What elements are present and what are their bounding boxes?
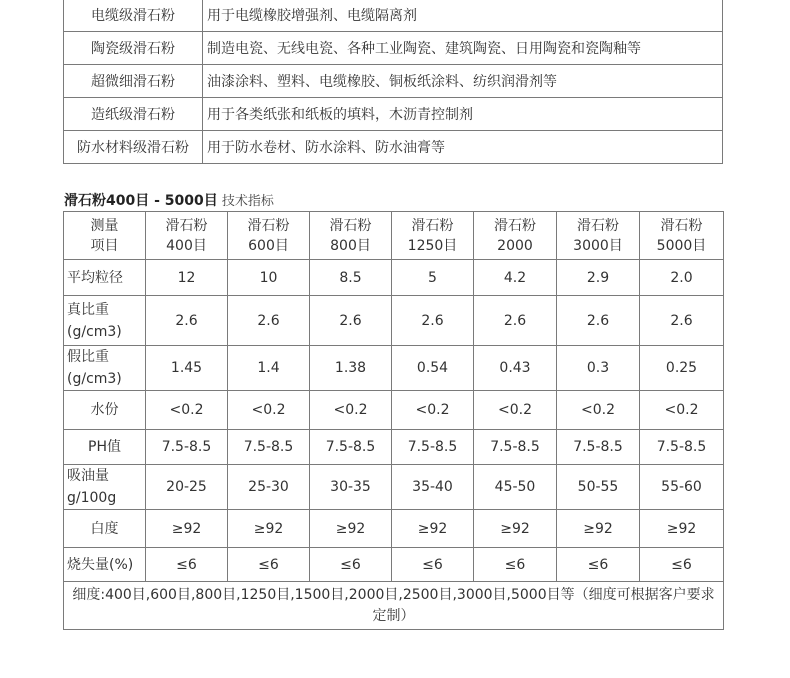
spec-value: 10: [228, 260, 310, 296]
spec-value: 7.5-8.5: [557, 430, 640, 465]
row-label: [64, 510, 146, 548]
spec-value: ≥92: [392, 510, 474, 548]
spec-value: ≤6: [228, 548, 310, 582]
spec-value: 30-35: [310, 465, 392, 510]
spec-value: <0.2: [474, 391, 557, 430]
spec-value: 1.45: [146, 346, 228, 391]
spec-value: <0.2: [146, 391, 228, 430]
header-label-line: 项目: [90, 237, 119, 254]
spec-value: 2.6: [640, 296, 724, 346]
column-header: [146, 212, 228, 260]
uses-row: [64, 98, 723, 131]
column-header-line: 滑石粉: [329, 217, 372, 234]
spec-value: 2.6: [392, 296, 474, 346]
row-label-line: 烧失量(%): [67, 556, 134, 573]
grade-use: 油漆涂料、塑料、电缆橡胶、铜板纸涂料、纺织润滑剂等: [203, 65, 723, 98]
spec-value: 2.6: [310, 296, 392, 346]
note-row: [64, 582, 724, 630]
spec-title: [64, 190, 274, 210]
column-header: [474, 212, 557, 260]
column-header-line: 600目: [248, 237, 289, 254]
spec-value: ≥92: [474, 510, 557, 548]
spec-value: ≤6: [392, 548, 474, 582]
spec-value: 0.3: [557, 346, 640, 391]
spec-value: <0.2: [392, 391, 474, 430]
row-label-line: 假比重: [67, 349, 109, 365]
spec-row: [64, 465, 724, 510]
uses-row: [64, 32, 723, 65]
spec-value: 45-50: [474, 465, 557, 510]
spec-row: [64, 430, 724, 465]
spec-value: 2.6: [146, 296, 228, 346]
row-label: [64, 465, 146, 510]
column-header-line: 400目: [166, 237, 207, 254]
spec-value: 50-55: [557, 465, 640, 510]
column-header-line: 5000目: [656, 237, 707, 254]
spec-value: 0.43: [474, 346, 557, 391]
row-label-line: 吸油量: [67, 468, 109, 484]
spec-row: [64, 260, 724, 296]
fineness-note: 细度:400目,600目,800目,1250目,1500目,2000目,2500目,3000目,5000目等（细度可根据客户要求定制）: [64, 582, 724, 630]
row-label-line: (g/cm3): [67, 323, 122, 340]
grade-use: 用于电缆橡胶增强剂、电缆隔离剂: [203, 0, 723, 32]
spec-row: [64, 548, 724, 582]
spec-value: 0.54: [392, 346, 474, 391]
spec-value: 7.5-8.5: [640, 430, 724, 465]
column-header: [310, 212, 392, 260]
column-header-line: 滑石粉: [577, 217, 619, 234]
column-header: [557, 212, 640, 260]
spec-value: 0.25: [640, 346, 724, 391]
spec-table-body: [64, 212, 724, 630]
column-header-line: 滑石粉: [247, 217, 290, 234]
spec-value: ≥92: [310, 510, 392, 548]
spec-value: <0.2: [310, 391, 392, 430]
spec-value: 7.5-8.5: [392, 430, 474, 465]
spec-value: 2.6: [557, 296, 640, 346]
spec-value: ≤6: [557, 548, 640, 582]
spec-value: ≥92: [228, 510, 310, 548]
spec-value: <0.2: [557, 391, 640, 430]
column-header-line: 3000目: [573, 237, 623, 254]
spec-value: ≥92: [146, 510, 228, 548]
column-header-line: 1250目: [407, 237, 458, 254]
spec-value: 2.0: [640, 260, 724, 296]
spec-row: [64, 296, 724, 346]
spec-value: 5: [392, 260, 474, 296]
grade-name: 电缆级滑石粉: [64, 0, 203, 32]
spec-value: 7.5-8.5: [146, 430, 228, 465]
spec-value: <0.2: [640, 391, 724, 430]
row-label: [64, 346, 146, 391]
spec-value: 12: [146, 260, 228, 296]
spec-value: 20-25: [146, 465, 228, 510]
spec-value: 55-60: [640, 465, 724, 510]
uses-table: [63, 0, 723, 164]
spec-value: 35-40: [392, 465, 474, 510]
header-label-line: 测量: [90, 217, 119, 234]
spec-value: 25-30: [228, 465, 310, 510]
uses-row: [64, 0, 723, 32]
column-header: [640, 212, 724, 260]
uses-row: [64, 131, 723, 164]
spec-title-main: 滑石粉400目 - 5000目: [64, 193, 218, 209]
spec-value: 7.5-8.5: [228, 430, 310, 465]
spec-value: 1.4: [228, 346, 310, 391]
column-header: [392, 212, 474, 260]
spec-value: 2.6: [474, 296, 557, 346]
spec-value: ≥92: [640, 510, 724, 548]
spec-value: 4.2: [474, 260, 557, 296]
row-label: [64, 260, 146, 296]
column-header-line: 滑石粉: [494, 217, 536, 234]
uses-table-body: [64, 0, 723, 164]
grade-name: 超微细滑石粉: [64, 65, 203, 98]
grade-use: 用于各类纸张和纸板的填料，木沥青控制剂: [203, 98, 723, 131]
spec-table: [63, 211, 724, 630]
row-label: [64, 296, 146, 346]
spec-value: 7.5-8.5: [310, 430, 392, 465]
row-label-line: 水份: [90, 402, 119, 418]
spec-row: [64, 391, 724, 430]
spec-value: <0.2: [228, 391, 310, 430]
row-label: [64, 391, 146, 430]
row-label: [64, 548, 146, 582]
row-label-line: (g/cm3): [67, 371, 122, 387]
uses-row: [64, 65, 723, 98]
spec-value: 1.38: [310, 346, 392, 391]
grade-use: 用于防水卷材、防水涂料、防水油膏等: [203, 131, 723, 164]
spec-value: ≤6: [640, 548, 724, 582]
spec-value: 7.5-8.5: [474, 430, 557, 465]
column-header-line: 滑石粉: [165, 217, 208, 234]
spec-value: ≥92: [557, 510, 640, 548]
grade-name: 造纸级滑石粉: [64, 98, 203, 131]
column-header: [228, 212, 310, 260]
row-label-line: 白度: [90, 520, 119, 537]
column-header-line: 2000: [497, 237, 533, 254]
grade-name: 陶瓷级滑石粉: [64, 32, 203, 65]
column-header-line: 800目: [330, 237, 371, 254]
column-header-line: 滑石粉: [660, 217, 703, 234]
spec-value: ≤6: [474, 548, 557, 582]
spec-value: 2.9: [557, 260, 640, 296]
grade-use: 制造电瓷、无线电瓷、各种工业陶瓷、建筑陶瓷、日用陶瓷和瓷陶釉等: [203, 32, 723, 65]
header-label-cell: [64, 212, 146, 260]
spec-value: ≤6: [146, 548, 228, 582]
row-label-line: 平均粒径: [67, 269, 123, 286]
row-label-line: g/100g: [67, 490, 117, 506]
spec-header-row: [64, 212, 724, 260]
column-header-line: 滑石粉: [411, 217, 454, 234]
spec-value: 8.5: [310, 260, 392, 296]
row-label-line: PH值: [88, 439, 121, 455]
row-label-line: 真比重: [67, 301, 109, 318]
spec-value: ≤6: [310, 548, 392, 582]
spec-title-sub: 技术指标: [217, 194, 274, 209]
grade-name: 防水材料级滑石粉: [64, 131, 203, 164]
spec-row: [64, 346, 724, 391]
spec-value: 2.6: [228, 296, 310, 346]
row-label: [64, 430, 146, 465]
spec-row: [64, 510, 724, 548]
